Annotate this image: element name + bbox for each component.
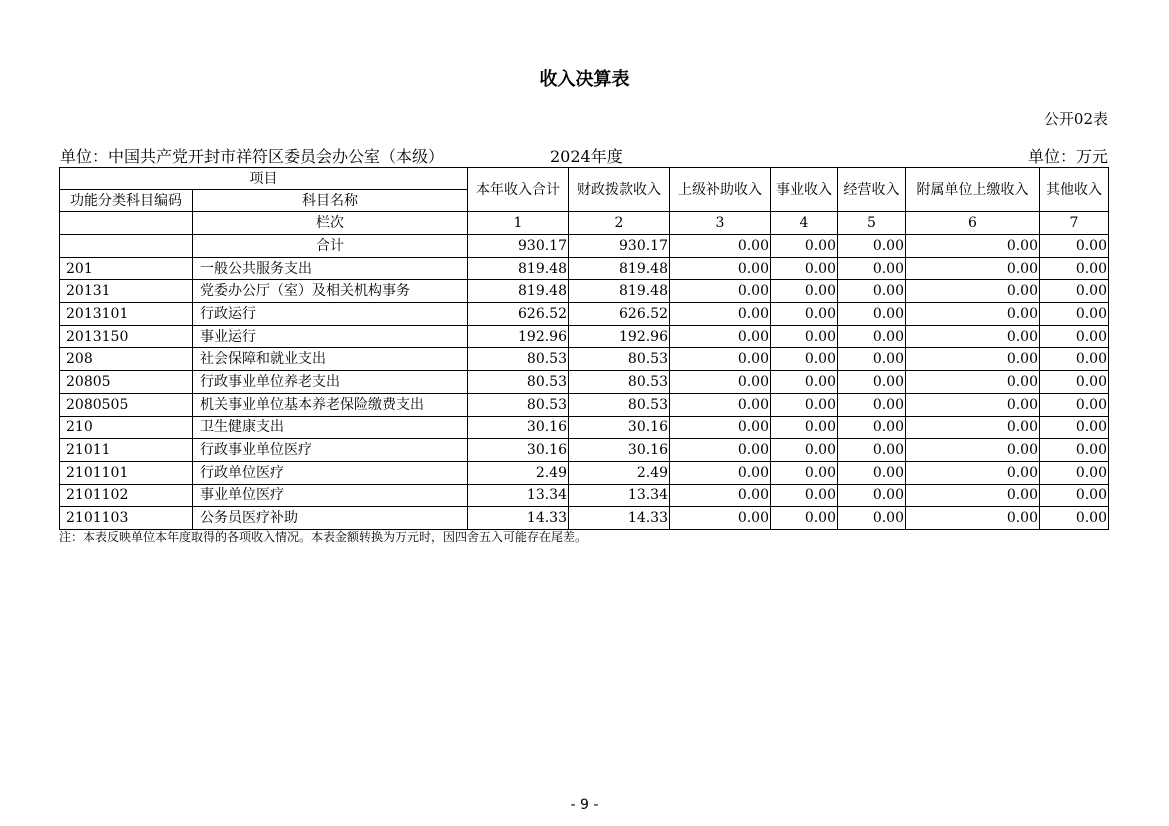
subject-code-cell: 20805	[60, 371, 193, 394]
column-index-row	[60, 212, 1109, 235]
operating-income-cell: 0.00	[838, 461, 906, 484]
fiscal-appropriation-cell: 192.96	[569, 325, 670, 348]
subject-name-cell: 社会保障和就业支出	[193, 348, 468, 371]
income-final-account-table	[59, 167, 1109, 530]
business-income-cell: 0.00	[771, 303, 838, 326]
subject-code-cell: 201	[60, 257, 193, 280]
affiliated-remittance-cell: 0.00	[906, 393, 1040, 416]
affiliated-remittance-cell: 0.00	[906, 461, 1040, 484]
business-income-cell: 0.00	[771, 280, 838, 303]
column-index: 1	[468, 212, 569, 235]
table-row	[60, 257, 1109, 280]
table-row	[60, 348, 1109, 371]
affiliated-remittance-cell: 0.00	[906, 439, 1040, 462]
subject-code-cell: 2101102	[60, 484, 193, 507]
operating-income-cell: 0.00	[838, 280, 906, 303]
operating-income-cell: 0.00	[838, 325, 906, 348]
total-income-cell: 2.49	[468, 461, 569, 484]
fiscal-appropriation-cell: 80.53	[569, 371, 670, 394]
affiliated-remittance-cell: 0.00	[906, 348, 1040, 371]
other-income-cell: 0.00	[1040, 439, 1109, 462]
operating-income-cell: 0.00	[838, 257, 906, 280]
business-income-cell: 0.00	[771, 461, 838, 484]
subject-name-cell: 行政事业单位医疗	[193, 439, 468, 462]
total-income-cell: 192.96	[468, 325, 569, 348]
other-income-cell: 0.00	[1040, 303, 1109, 326]
column-header-other-income: 其他收入	[1040, 168, 1109, 212]
affiliated-remittance-cell: 0.00	[906, 303, 1040, 326]
column-header-fiscal-appropriation: 财政拨款收入	[569, 168, 670, 212]
name-header: 科目名称	[193, 190, 468, 212]
operating-income-cell: 0.00	[838, 348, 906, 371]
table-row	[60, 439, 1109, 462]
fiscal-appropriation-cell: 930.17	[569, 235, 670, 258]
column-header-affiliated-remittance: 附属单位上缴收入	[906, 168, 1040, 212]
table-row	[60, 461, 1109, 484]
affiliated-remittance-cell: 0.00	[906, 371, 1040, 394]
superior-subsidy-cell: 0.00	[670, 507, 771, 530]
superior-subsidy-cell: 0.00	[670, 461, 771, 484]
total-income-cell: 30.16	[468, 439, 569, 462]
total-income-cell: 30.16	[468, 416, 569, 439]
form-number: 公开02表	[1043, 110, 1108, 128]
total-income-cell: 80.53	[468, 348, 569, 371]
business-income-cell: 0.00	[771, 371, 838, 394]
superior-subsidy-cell: 0.00	[670, 348, 771, 371]
operating-income-cell: 0.00	[838, 371, 906, 394]
column-index: 6	[906, 212, 1040, 235]
affiliated-remittance-cell: 0.00	[906, 484, 1040, 507]
page-number: - 9 -	[570, 797, 599, 813]
affiliated-remittance-cell: 0.00	[906, 507, 1040, 530]
superior-subsidy-cell: 0.00	[670, 439, 771, 462]
subject-code-cell: 210	[60, 416, 193, 439]
subject-name-cell: 行政运行	[193, 303, 468, 326]
code-header: 功能分类科目编码	[60, 190, 193, 212]
total-row	[60, 235, 1109, 258]
fiscal-appropriation-cell: 14.33	[569, 507, 670, 530]
total-income-cell: 930.17	[468, 235, 569, 258]
subject-name-cell: 机关事业单位基本养老保险缴费支出	[193, 393, 468, 416]
column-header-operating-income: 经营收入	[838, 168, 906, 212]
operating-income-cell: 0.00	[838, 303, 906, 326]
subject-code-cell: 21011	[60, 439, 193, 462]
table-row	[60, 484, 1109, 507]
subject-name-cell: 党委办公厅（室）及相关机构事务	[193, 280, 468, 303]
table-row	[60, 416, 1109, 439]
superior-subsidy-cell: 0.00	[670, 280, 771, 303]
column-header-business-income: 事业收入	[771, 168, 838, 212]
column-index: 3	[670, 212, 771, 235]
table-row	[60, 280, 1109, 303]
business-income-cell: 0.00	[771, 507, 838, 530]
table-row	[60, 303, 1109, 326]
other-income-cell: 0.00	[1040, 484, 1109, 507]
other-income-cell: 0.00	[1040, 257, 1109, 280]
affiliated-remittance-cell: 0.00	[906, 235, 1040, 258]
empty-cell	[60, 235, 193, 258]
subject-name-cell: 卫生健康支出	[193, 416, 468, 439]
superior-subsidy-cell: 0.00	[670, 303, 771, 326]
column-index-label: 栏次	[193, 212, 468, 235]
item-header: 项目	[60, 168, 468, 190]
business-income-cell: 0.00	[771, 393, 838, 416]
operating-income-cell: 0.00	[838, 393, 906, 416]
subject-code-cell: 2013101	[60, 303, 193, 326]
affiliated-remittance-cell: 0.00	[906, 325, 1040, 348]
fiscal-appropriation-cell: 30.16	[569, 416, 670, 439]
subject-code-cell: 20131	[60, 280, 193, 303]
superior-subsidy-cell: 0.00	[670, 371, 771, 394]
other-income-cell: 0.00	[1040, 461, 1109, 484]
superior-subsidy-cell: 0.00	[670, 325, 771, 348]
affiliated-remittance-cell: 0.00	[906, 257, 1040, 280]
subject-name-cell: 事业单位医疗	[193, 484, 468, 507]
subject-code-cell: 2013150	[60, 325, 193, 348]
total-income-cell: 626.52	[468, 303, 569, 326]
fiscal-appropriation-cell: 80.53	[569, 348, 670, 371]
total-income-cell: 13.34	[468, 484, 569, 507]
fiscal-appropriation-cell: 819.48	[569, 280, 670, 303]
column-header-superior-subsidy: 上级补助收入	[670, 168, 771, 212]
superior-subsidy-cell: 0.00	[670, 235, 771, 258]
operating-income-cell: 0.00	[838, 439, 906, 462]
reporting-unit: 单位：中国共产党开封市祥符区委员会办公室（本级）	[60, 147, 445, 166]
other-income-cell: 0.00	[1040, 325, 1109, 348]
fiscal-appropriation-cell: 819.48	[569, 257, 670, 280]
fiscal-appropriation-cell: 626.52	[569, 303, 670, 326]
table-row	[60, 393, 1109, 416]
page-title: 收入决算表	[539, 69, 630, 90]
column-index: 5	[838, 212, 906, 235]
superior-subsidy-cell: 0.00	[670, 416, 771, 439]
subject-name-cell: 行政单位医疗	[193, 461, 468, 484]
total-income-cell: 80.53	[468, 371, 569, 394]
column-index: 4	[771, 212, 838, 235]
superior-subsidy-cell: 0.00	[670, 484, 771, 507]
other-income-cell: 0.00	[1040, 235, 1109, 258]
other-income-cell: 0.00	[1040, 393, 1109, 416]
other-income-cell: 0.00	[1040, 371, 1109, 394]
superior-subsidy-cell: 0.00	[670, 257, 771, 280]
subject-code-cell: 2101103	[60, 507, 193, 530]
other-income-cell: 0.00	[1040, 507, 1109, 530]
column-header-total-income: 本年收入合计	[468, 168, 569, 212]
column-index: 7	[1040, 212, 1109, 235]
fiscal-year: 2024年度	[550, 147, 623, 166]
subject-name-cell: 行政事业单位养老支出	[193, 371, 468, 394]
other-income-cell: 0.00	[1040, 416, 1109, 439]
fiscal-appropriation-cell: 2.49	[569, 461, 670, 484]
affiliated-remittance-cell: 0.00	[906, 280, 1040, 303]
table-row	[60, 371, 1109, 394]
affiliated-remittance-cell: 0.00	[906, 416, 1040, 439]
total-income-cell: 80.53	[468, 393, 569, 416]
subject-name-cell: 事业运行	[193, 325, 468, 348]
superior-subsidy-cell: 0.00	[670, 393, 771, 416]
table-row	[60, 507, 1109, 530]
business-income-cell: 0.00	[771, 257, 838, 280]
unit-line	[59, 146, 1108, 167]
currency-unit: 单位：万元	[1027, 147, 1108, 166]
operating-income-cell: 0.00	[838, 235, 906, 258]
operating-income-cell: 0.00	[838, 484, 906, 507]
total-income-cell: 819.48	[468, 280, 569, 303]
header-row	[60, 168, 1109, 190]
business-income-cell: 0.00	[771, 325, 838, 348]
business-income-cell: 0.00	[771, 235, 838, 258]
business-income-cell: 0.00	[771, 484, 838, 507]
table-row	[60, 325, 1109, 348]
total-income-cell: 819.48	[468, 257, 569, 280]
other-income-cell: 0.00	[1040, 280, 1109, 303]
column-index: 2	[569, 212, 670, 235]
operating-income-cell: 0.00	[838, 416, 906, 439]
subject-code-cell: 208	[60, 348, 193, 371]
fiscal-appropriation-cell: 30.16	[569, 439, 670, 462]
other-income-cell: 0.00	[1040, 348, 1109, 371]
table-footnote: 注：本表反映单位本年度取得的各项收入情况。本表金额转换为万元时，因四舍五入可能存在尾差。	[59, 530, 588, 544]
subject-code-cell: 2080505	[60, 393, 193, 416]
subject-name-cell: 公务员医疗补助	[193, 507, 468, 530]
subject-code-cell: 2101101	[60, 461, 193, 484]
subject-name-cell: 一般公共服务支出	[193, 257, 468, 280]
fiscal-appropriation-cell: 13.34	[569, 484, 670, 507]
empty-cell	[60, 212, 193, 235]
business-income-cell: 0.00	[771, 439, 838, 462]
business-income-cell: 0.00	[771, 416, 838, 439]
fiscal-appropriation-cell: 80.53	[569, 393, 670, 416]
business-income-cell: 0.00	[771, 348, 838, 371]
total-income-cell: 14.33	[468, 507, 569, 530]
operating-income-cell: 0.00	[838, 507, 906, 530]
total-label: 合计	[193, 235, 468, 258]
